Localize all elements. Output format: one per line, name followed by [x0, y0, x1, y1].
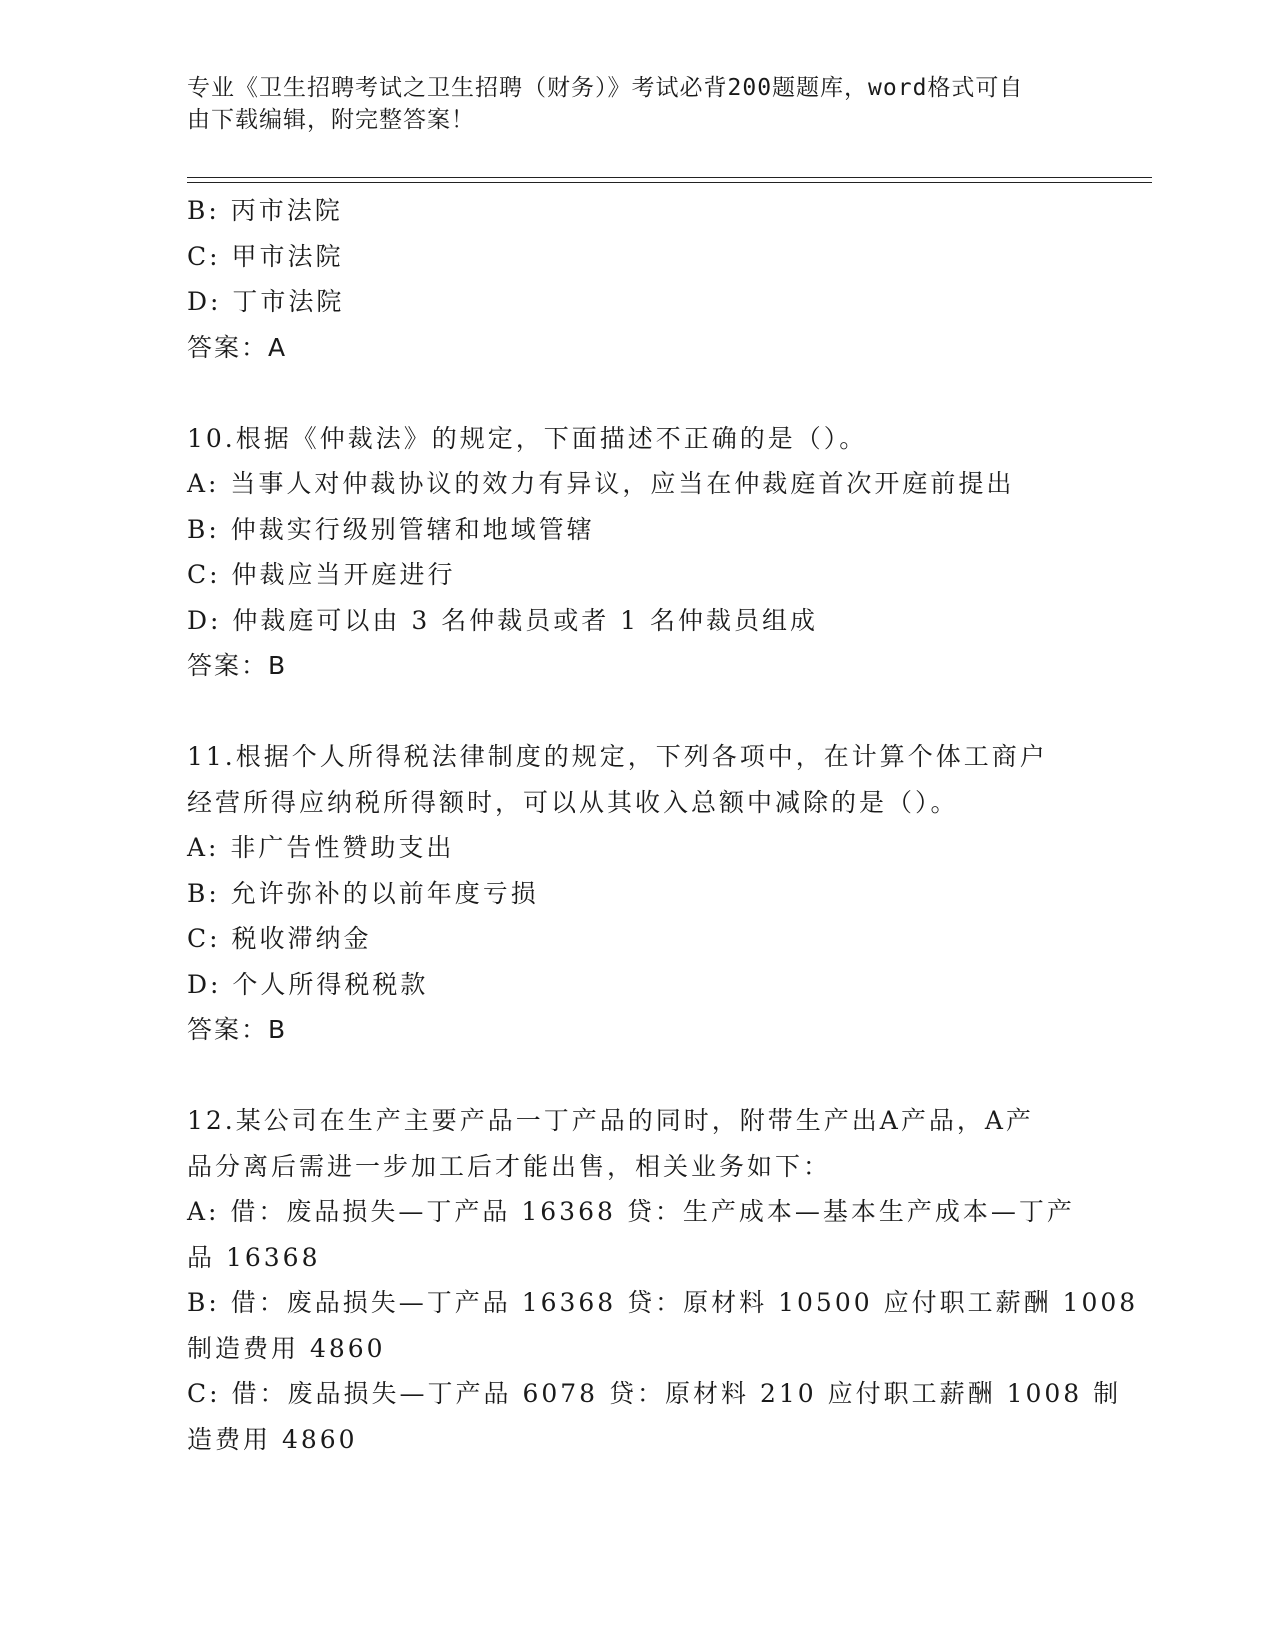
answer-label: 答案：B — [187, 651, 288, 680]
option-a-cont: 品 16368 — [187, 1242, 321, 1272]
spacer — [187, 1053, 1087, 1099]
question-10 — [187, 416, 1087, 689]
option-b: B: 借：废品损失—丁产品 16368 贷：原材料 10500 应付职工薪酬 1008 — [187, 1288, 1139, 1317]
question-stem: 12.某公司在生产主要产品一丁产品的同时，附带生产出A产品，A产 — [187, 1106, 1034, 1135]
question-12 — [187, 1098, 1139, 1462]
option-a: A: 借：废品损失—丁产品 16368 贷：生产成本—基本生产成本—丁产 — [187, 1197, 1075, 1226]
answer-label: 答案：A — [187, 332, 288, 362]
option-b-cont: 制造费用 4860 — [187, 1333, 386, 1363]
header-line-2: 由下载编辑，附完整答案！ — [187, 107, 475, 133]
document-header — [187, 72, 1067, 136]
header-line-1: 专业《卫生招聘考试之卫生招聘（财务）》考试必背200题题库，word格式可自 — [187, 75, 1024, 101]
header-divider-top — [187, 177, 1152, 178]
option-d: D: 仲裁庭可以由 3 名仲裁员或者 1 名仲裁员组成 — [187, 605, 819, 635]
option-b: B: 允许弥补的以前年度亏损 — [187, 878, 539, 908]
question-stem: 10.根据《仲裁法》的规定，下面描述不正确的是（）。 — [187, 423, 868, 453]
option-c: C: 税收滞纳金 — [187, 924, 372, 953]
spacer — [187, 689, 1087, 735]
option-b: B: 丙市法院 — [187, 196, 343, 225]
question-stem: 经营所得应纳税所得额时，可以从其收入总额中减除的是（）。 — [187, 787, 959, 817]
option-c: C: 仲裁应当开庭进行 — [187, 560, 456, 589]
option-c: C: 借：废品损失—丁产品 6078 贷：原材料 210 应付职工薪酬 1008 制 — [187, 1379, 1122, 1408]
option-d: D: 丁市法院 — [187, 287, 345, 316]
question-content — [187, 188, 1139, 1462]
question-11 — [187, 734, 1087, 1053]
option-c-cont: 造费用 4860 — [187, 1424, 358, 1454]
header-divider-bottom — [187, 182, 1152, 183]
spacer — [187, 370, 1087, 416]
question-9-continued — [187, 188, 1087, 370]
question-stem: 品分离后需进一步加工后才能出售，相关业务如下： — [187, 1151, 832, 1181]
option-c: C: 甲市法院 — [187, 241, 344, 271]
answer-label: 答案：B — [187, 1015, 288, 1044]
option-b: B: 仲裁实行级别管辖和地域管辖 — [187, 514, 595, 544]
question-stem: 11.根据个人所得税法律制度的规定，下列各项中，在计算个体工商户 — [187, 742, 1048, 771]
option-d: D: 个人所得税税款 — [187, 969, 429, 999]
option-a: A: 非广告性赞助支出 — [187, 833, 455, 862]
option-a: A: 当事人对仲裁协议的效力有异议，应当在仲裁庭首次开庭前提出 — [187, 469, 1015, 498]
